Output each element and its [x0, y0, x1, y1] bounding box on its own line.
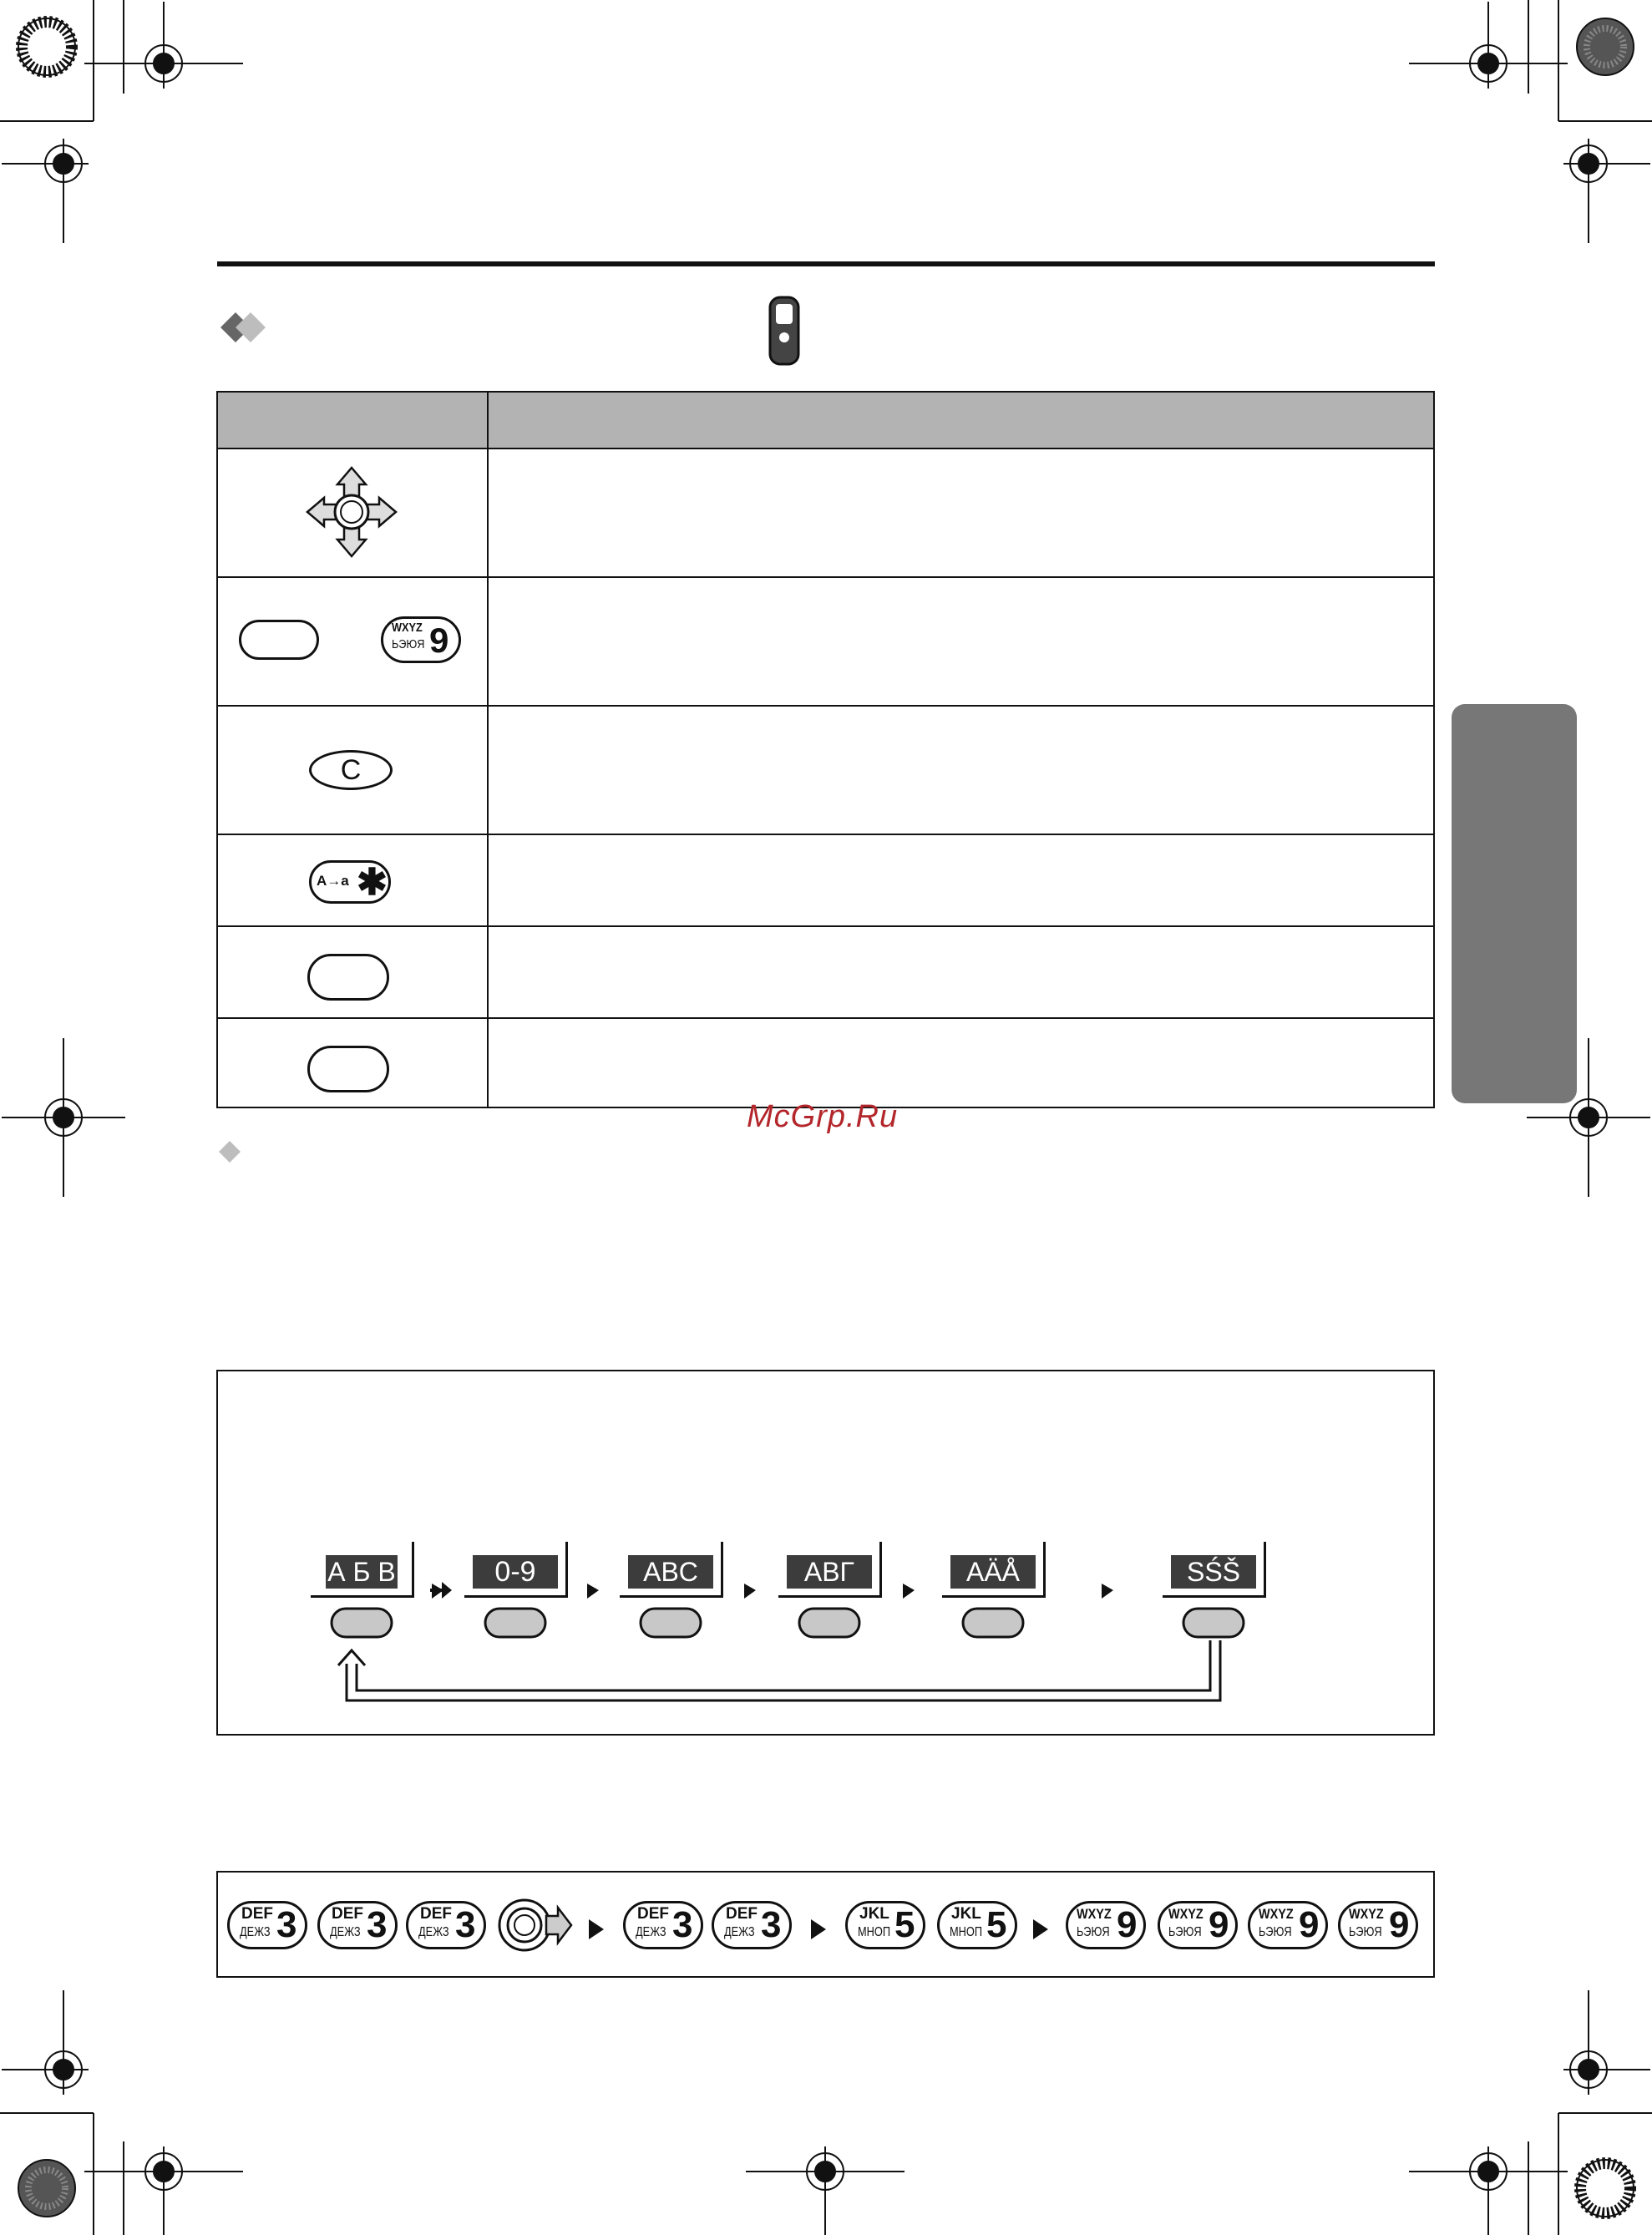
bullet-diamond-icon — [217, 1139, 242, 1164]
table-header-row — [218, 393, 1433, 449]
key-9-number: 9 — [1117, 1904, 1138, 1945]
table-column-divider — [487, 393, 489, 1107]
mode-label: ABC — [628, 1555, 713, 1589]
key-3-number: 3 — [761, 1904, 782, 1945]
table-row-divider — [218, 576, 1433, 578]
mode-label: AÄÅ — [950, 1555, 1036, 1589]
key-5-number: 5 — [894, 1904, 915, 1945]
key-9-bottom-label: ЬЭЮЯ — [1077, 1925, 1110, 1939]
key-3-bottom-label: ДЕЖЗ — [418, 1925, 449, 1939]
mode-softkey-icon — [332, 1609, 392, 1637]
sunburst-top-left-icon — [18, 18, 75, 75]
mode-label: ΑΒΓ — [787, 1555, 872, 1589]
key-3-top-label: DEF — [241, 1905, 273, 1923]
key-5-icon — [937, 1901, 1017, 1949]
mode-softkey-icon — [1183, 1609, 1244, 1637]
mode-label: SŚŠ — [1171, 1555, 1256, 1589]
next-arrow-icons — [430, 1582, 1113, 1599]
key-9-bottom-label: ЬЭЮЯ — [392, 637, 425, 651]
key-9-icon — [1248, 1901, 1328, 1949]
key-5-bottom-label: МНОП — [950, 1925, 983, 1939]
mode-cycle-diagram — [216, 1537, 1435, 1704]
key-3-top-label: DEF — [420, 1905, 452, 1923]
key-3-top-label: DEF — [726, 1905, 758, 1923]
key-9-number: 9 — [1299, 1904, 1320, 1945]
case-toggle-label: A→a — [317, 873, 349, 889]
sunburst-top-right-icon — [1577, 18, 1634, 75]
key-9-bottom-label: ЬЭЮЯ — [1168, 1925, 1202, 1939]
asterisk-icon: ✱ — [357, 862, 388, 903]
key-function-table — [216, 391, 1435, 1108]
key-9-icon — [1158, 1901, 1238, 1949]
key-9-top-label: WXYZ — [1259, 1906, 1294, 1922]
navigator-key-icon — [306, 466, 398, 558]
key-5-bottom-label: МНОП — [858, 1925, 891, 1939]
key-9-icon — [381, 616, 461, 663]
section-diamonds-icon — [219, 309, 286, 351]
key-9-icon — [1338, 1901, 1418, 1949]
blank-key-icon — [239, 620, 319, 660]
table-row-divider — [218, 925, 1433, 927]
key-9-top-label: WXYZ — [1349, 1906, 1384, 1922]
key-9-bottom-label: ЬЭЮЯ — [1349, 1925, 1382, 1939]
key-9-number: 9 — [1209, 1904, 1229, 1945]
mode-softkey-icon — [641, 1609, 701, 1637]
handset-icon — [767, 294, 805, 367]
key-9-top-label: WXYZ — [1077, 1906, 1112, 1922]
key-3-icon — [712, 1901, 792, 1949]
key-5-top-label: JKL — [951, 1905, 981, 1923]
sunburst-bottom-right-icon — [1577, 2160, 1634, 2217]
table-row-divider — [218, 1017, 1433, 1019]
watermark-text: McGrp.Ru — [747, 1099, 899, 1134]
key-3-top-label: DEF — [637, 1905, 669, 1923]
key-5-number: 5 — [986, 1904, 1007, 1945]
key-3-number: 3 — [455, 1904, 476, 1945]
key-3-icon — [623, 1901, 703, 1949]
mode-label: 0-9 — [473, 1555, 558, 1589]
mode-softkey-icon — [485, 1609, 545, 1637]
chapter-side-tab — [1452, 704, 1577, 1103]
key-5-icon — [845, 1901, 925, 1949]
key-9-top-label: WXYZ — [1168, 1906, 1204, 1922]
mode-softkey-icon — [963, 1609, 1023, 1637]
table-row-divider — [218, 834, 1433, 835]
table-row-divider — [218, 705, 1433, 707]
return-loop-arrow — [338, 1640, 1220, 1700]
key-9-icon — [1066, 1901, 1146, 1949]
key-9-top-label: WXYZ — [392, 621, 423, 635]
header-rule — [217, 261, 1435, 266]
clear-key-label: C — [340, 754, 362, 786]
key-3-number: 3 — [276, 1904, 297, 1945]
sunburst-bottom-left-icon — [18, 2160, 75, 2217]
key-5-top-label: JKL — [859, 1905, 889, 1923]
key-3-bottom-label: ДЕЖЗ — [724, 1925, 755, 1939]
key-3-number: 3 — [672, 1904, 693, 1945]
mode-label: А Б В — [326, 1555, 398, 1589]
key-3-bottom-label: ДЕЖЗ — [636, 1925, 666, 1939]
key-3-number: 3 — [367, 1904, 388, 1945]
soft-key-icon — [307, 954, 389, 1001]
key-9-bottom-label: ЬЭЮЯ — [1259, 1925, 1292, 1939]
key-3-bottom-label: ДЕЖЗ — [330, 1925, 361, 1939]
key-9-number: 9 — [429, 621, 449, 660]
mode-softkey-icon — [799, 1609, 859, 1637]
clear-key-icon — [309, 750, 393, 790]
key-3-bottom-label: ДЕЖЗ — [240, 1925, 271, 1939]
key-9-number: 9 — [1389, 1904, 1410, 1945]
key-3-top-label: DEF — [332, 1905, 363, 1923]
soft-key-icon — [307, 1046, 389, 1092]
case-toggle-key-icon — [309, 860, 391, 904]
